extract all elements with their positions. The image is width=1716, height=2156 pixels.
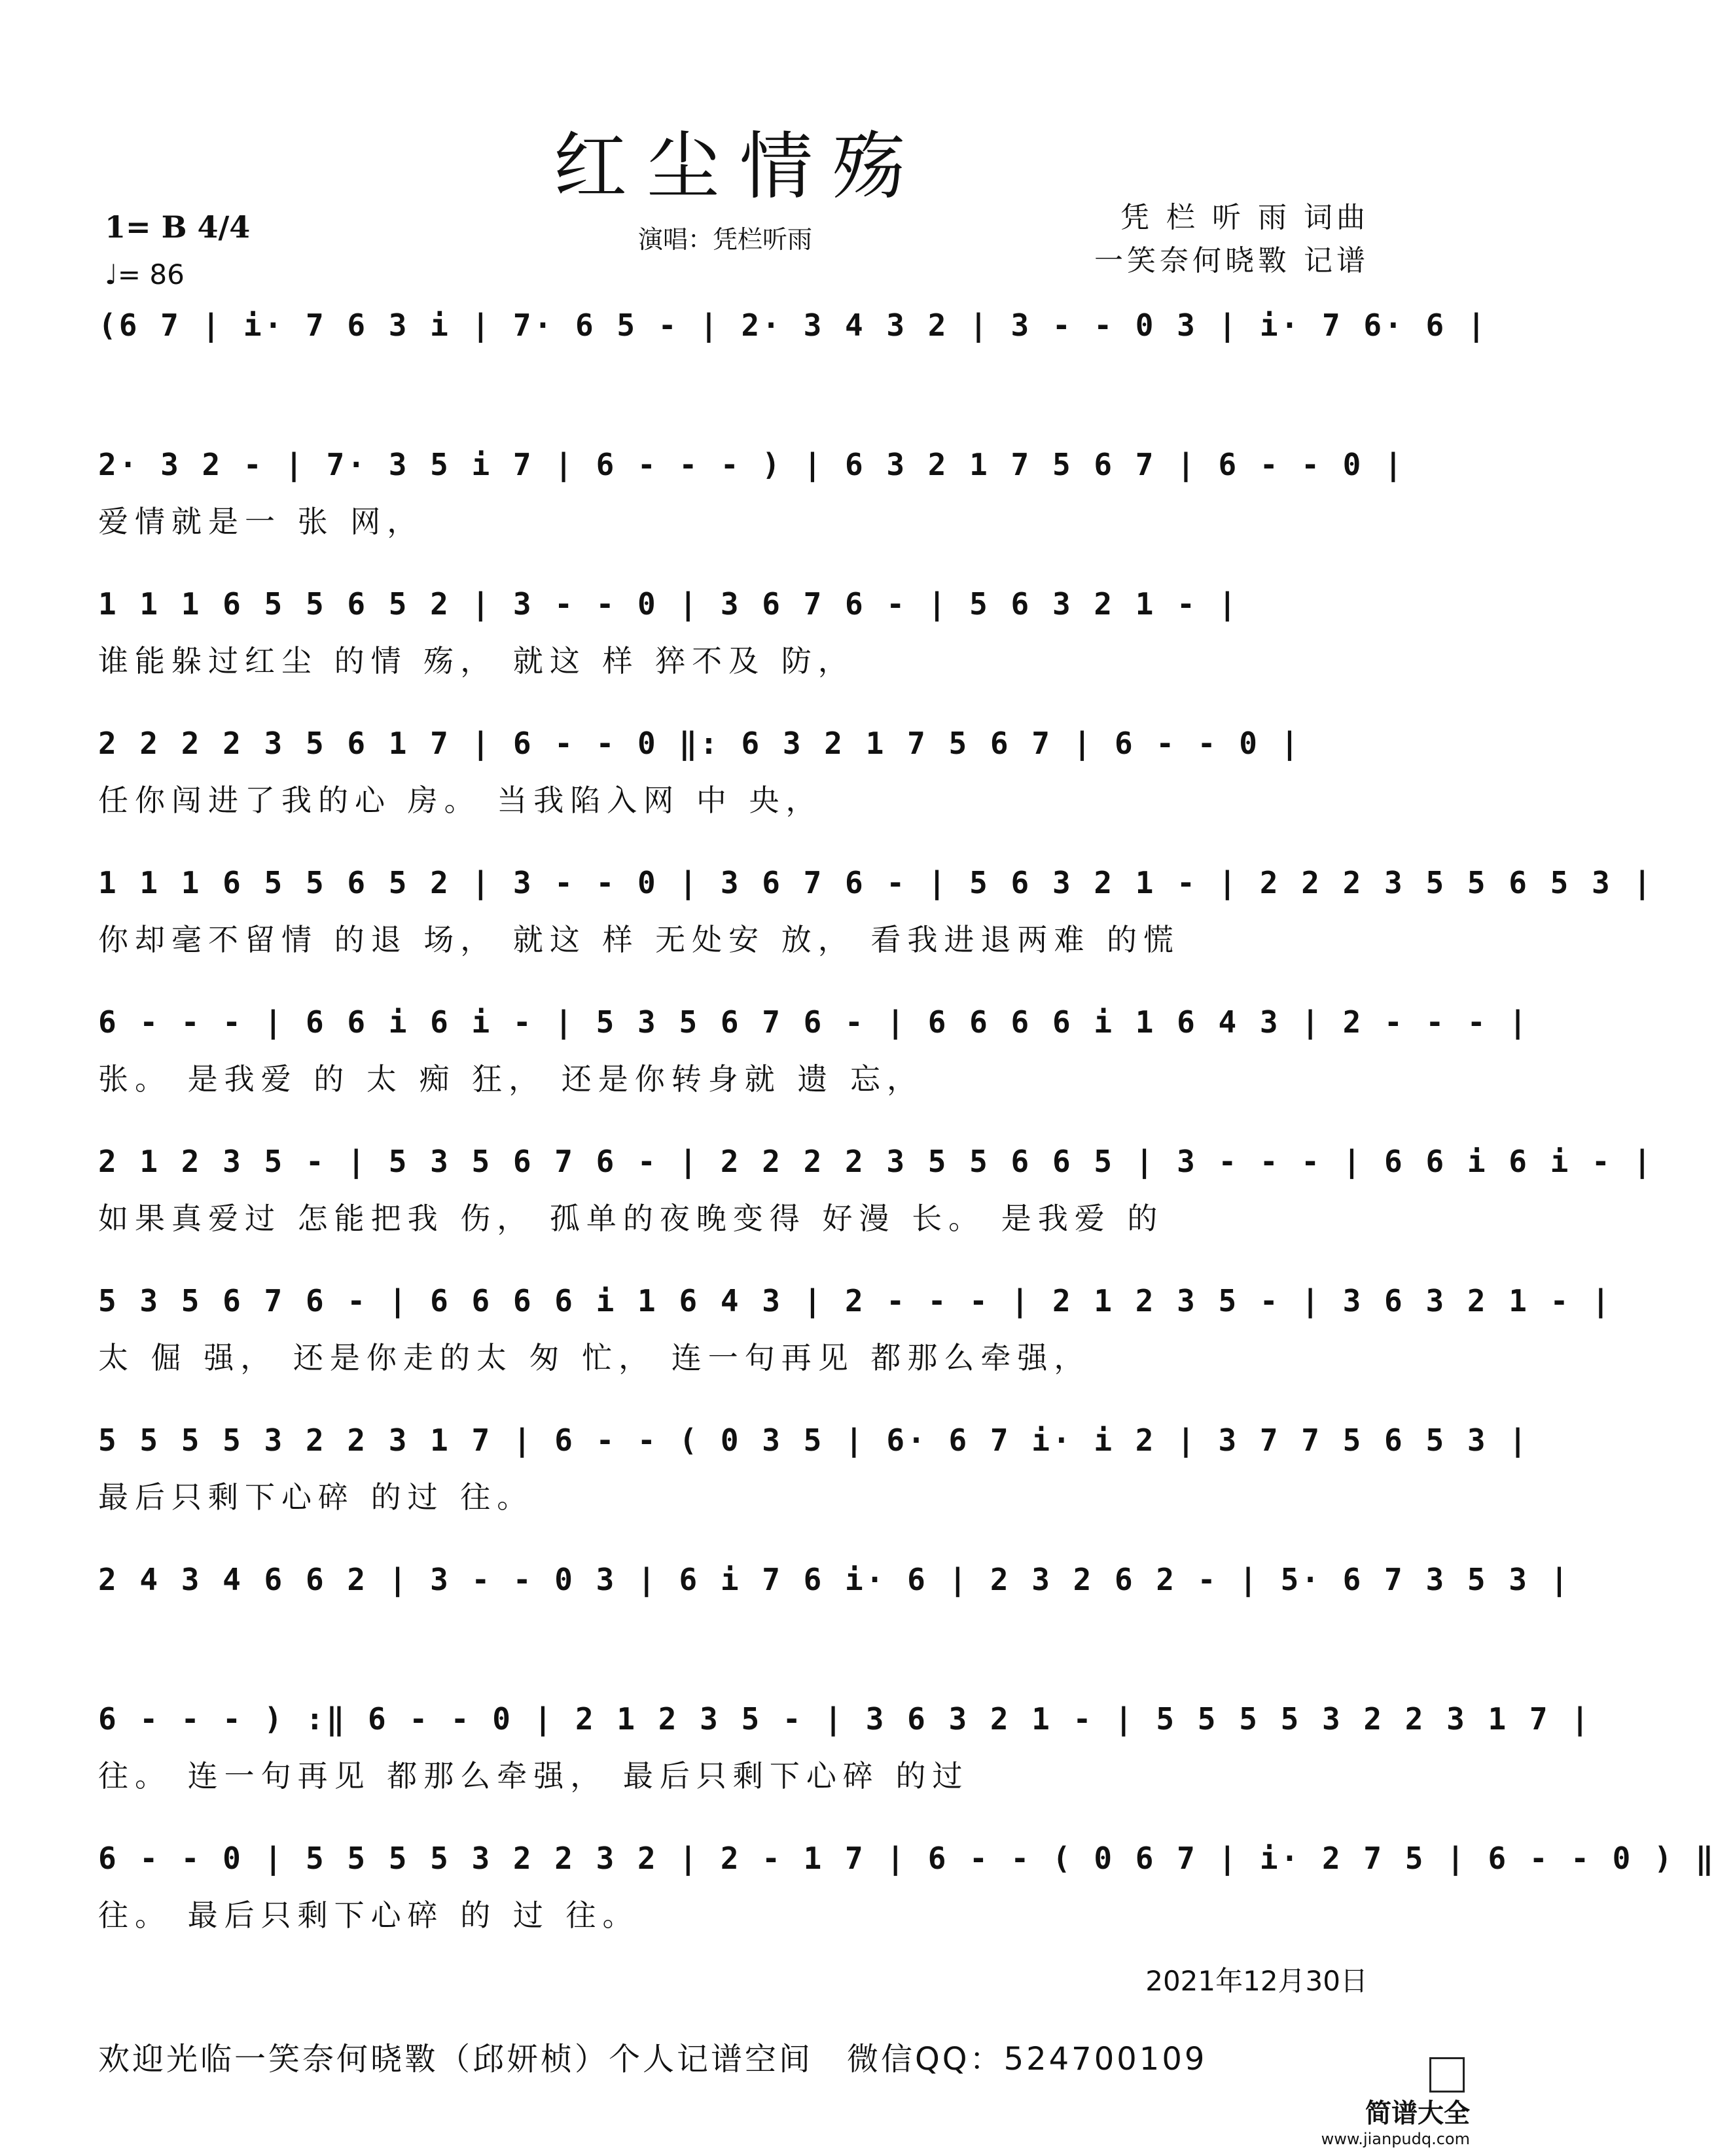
lyric-line: 你却毫不留情 的退 场， 就这 样 无处安 放， 看我进退两难 的慌 bbox=[98, 922, 1180, 957]
transcriber: 一笑奈何晓斁 记谱 bbox=[1094, 244, 1369, 277]
notation-line: 2 1 2 3 5 - | 5 3 5 6 7 6 - | 2 2 2 2 3 5 5 6 6 5 | 3 - - - | 6 6 i 6 i - | bbox=[98, 1144, 1654, 1179]
notation-line: 6 - - - ) :‖ 6 - - 0 | 2 1 2 3 5 - | 3 6 3 2 1 - | 5 5 5 5 3 2 2 3 1 7 | bbox=[98, 1701, 1592, 1737]
notation-line: 2· 3 2 - | 7· 3 5 i 7 | 6 - - - ) | 6 3 2 1 7 5 6 7 | 6 - - 0 | bbox=[98, 447, 1405, 482]
notation-line: 6 - - - | 6 6 i 6 i - | 5 3 5 6 7 6 - | 6 6 6 6 i 1 6 4 3 | 2 - - - | bbox=[98, 1004, 1529, 1040]
watermark-logo bbox=[1321, 2057, 1470, 2148]
notation-line: 1 1 1 6 5 5 6 5 2 | 3 - - 0 | 3 6 7 6 - | 5 6 3 2 1 - | bbox=[98, 586, 1240, 622]
lyric-line: 如果真爱过 怎能把我 伤， 孤单的夜晚变得 好漫 长。 是我爱 的 bbox=[98, 1201, 1164, 1236]
credits bbox=[1094, 196, 1369, 283]
notation-line: 6 - - 0 | 5 5 5 5 3 2 2 3 2 | 2 - 1 7 | 6 - - ( 0 6 7 | i· 2 7 5 | 6 - - 0 ) ‖ bbox=[98, 1841, 1716, 1876]
logo-icon bbox=[1429, 2057, 1465, 2093]
lyric-line: 谁能躲过红尘 的情 殇， 就这 样 猝不及 防， bbox=[98, 643, 855, 679]
tempo-marking: ♩= 86 bbox=[105, 258, 185, 291]
lyricist-composer: 凭 栏 听 雨 词曲 bbox=[1120, 201, 1369, 234]
lyric-line: 往。 连一句再见 都那么牵强， 最后只剩下心碎 的过 bbox=[98, 1758, 969, 1794]
lyric-line: 太 倔 强， 还是你走的太 匆 忙， 连一句再见 都那么牵强， bbox=[98, 1340, 1091, 1375]
lyric-line: 最后只剩下心碎 的过 往。 bbox=[98, 1479, 534, 1515]
score-date: 2021年12月30日 bbox=[1145, 1965, 1368, 1997]
footer-note: 欢迎光临一笑奈何晓斁（邱妍桢）个人记谱空间 微信QQ：524700109 bbox=[98, 2041, 1207, 2077]
singer-credit: 演唱：凭栏听雨 bbox=[638, 225, 813, 254]
notation-line: 2 4 3 4 6 6 2 | 3 - - 0 3 | 6 i 7 6 i· 6 | 2 3 2 6 2 - | 5· 6 7 3 5 3 | bbox=[98, 1562, 1571, 1597]
lyric-line: 任你闯进了我的心 房。 当我陷入网 中 央， bbox=[98, 783, 823, 818]
watermark-url: www.jianpudq.com bbox=[1321, 2130, 1470, 2148]
notation-line: 2 2 2 2 3 5 6 1 7 | 6 - - 0 ‖: 6 3 2 1 7 5 6 7 | 6 - - 0 | bbox=[98, 726, 1302, 761]
lyric-line: 张。 是我爱 的 太 痴 狂， 还是你转身就 遗 忘， bbox=[98, 1061, 923, 1097]
notation-line: (6 7 | i· 7 6 3 i | 7· 6 5 - | 2· 3 4 3 2 | 3 - - 0 3 | i· 7 6· 6 | bbox=[98, 308, 1488, 343]
key-signature: 1= B 4/4 bbox=[105, 209, 251, 245]
lyric-line: 往。 最后只剩下心碎 的 过 往。 bbox=[98, 1898, 639, 1933]
notation-line: 1 1 1 6 5 5 6 5 2 | 3 - - 0 | 3 6 7 6 - | 5 6 3 2 1 - | 2 2 2 3 5 5 6 5 3 | bbox=[98, 865, 1654, 900]
notation-line: 5 5 5 5 3 2 2 3 1 7 | 6 - - ( 0 3 5 | 6· 6 7 i· i 2 | 3 7 7 5 6 5 3 | bbox=[98, 1423, 1529, 1458]
notation-line: 5 3 5 6 7 6 - | 6 6 6 6 i 1 6 4 3 | 2 - - - | 2 1 2 3 5 - | 3 6 3 2 1 - | bbox=[98, 1283, 1613, 1318]
watermark-site: 简谱大全 bbox=[1365, 2098, 1470, 2129]
score-title: 红尘情殇 bbox=[554, 124, 925, 209]
lyric-line: 爱情就是一 张 网， bbox=[98, 504, 424, 539]
